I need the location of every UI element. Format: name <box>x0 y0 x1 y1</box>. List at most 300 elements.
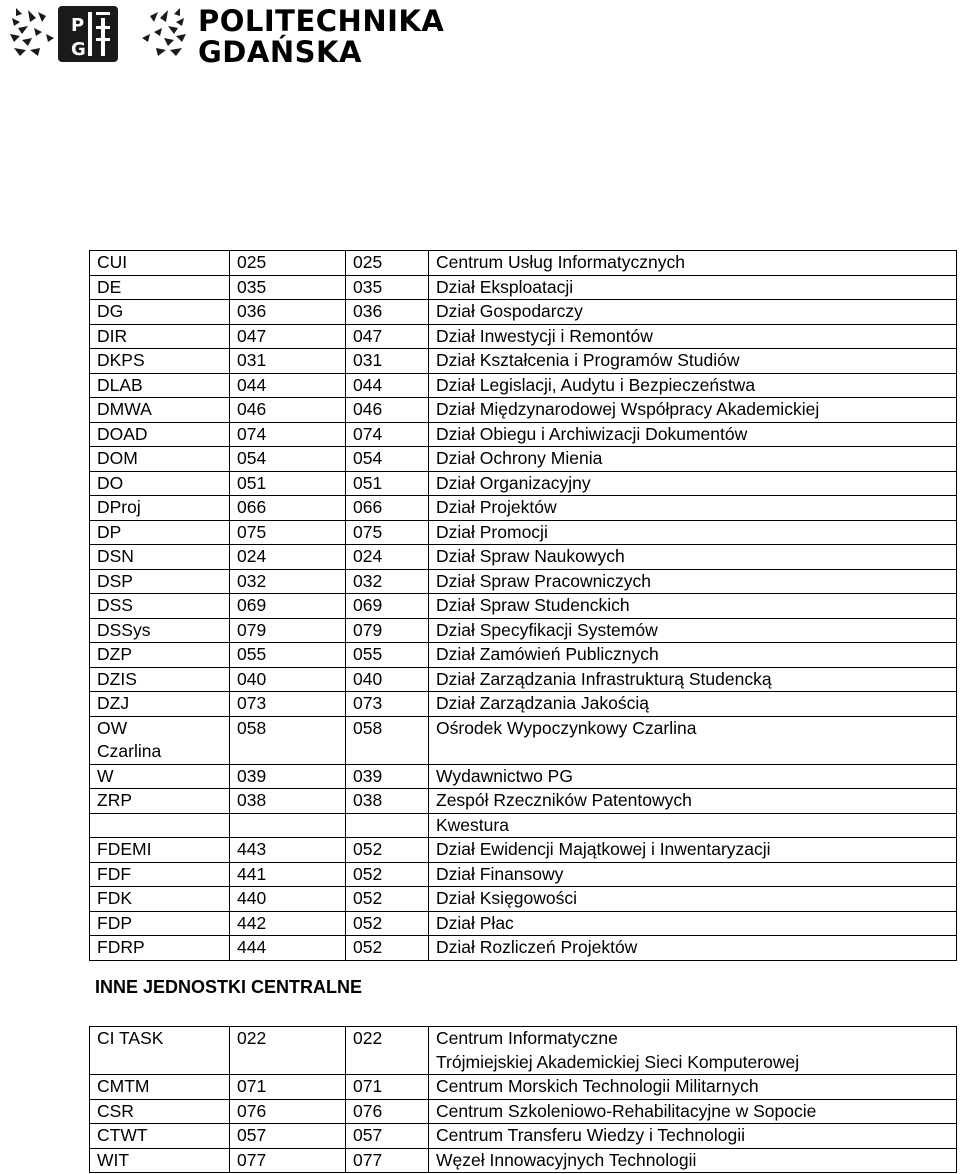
unit-name-cell <box>429 643 957 668</box>
unit-number-cell <box>230 911 346 936</box>
unit-code-cell <box>90 1075 230 1100</box>
unit-name-cell-text-line-2: Trójmiejskiej Akademickiej Sieci Komputerowej <box>436 1051 800 1072</box>
unit-number-2-cell <box>346 422 429 447</box>
unit-number-cell <box>230 447 346 472</box>
unit-number-cell <box>230 1148 346 1173</box>
other-units-table <box>89 1026 957 1173</box>
emblem-letter-p: P <box>71 15 85 36</box>
unit-name-cell-text: Centrum Usług Informatycznych <box>436 252 685 272</box>
unit-name-cell-text: Dział Zamówień Publicznych <box>436 644 659 664</box>
unit-name-cell <box>429 1124 957 1149</box>
emblem-letter-g: G <box>71 39 86 60</box>
empty-cell <box>230 813 346 838</box>
unit-code-cell-text: ZRP <box>97 790 132 810</box>
unit-number-2-cell <box>346 447 429 472</box>
table-row <box>90 471 957 496</box>
unit-number-cell <box>230 764 346 789</box>
unit-number-2-cell-text: 024 <box>353 546 383 566</box>
unit-name-cell-text: Centrum Informatyczne <box>436 1028 618 1048</box>
unit-code-cell-text: FDEMI <box>97 839 152 859</box>
unit-number-cell-text: 039 <box>237 765 267 786</box>
unit-name-cell <box>429 569 957 594</box>
table-row <box>90 447 957 472</box>
unit-number-2-cell <box>346 300 429 325</box>
unit-number-2-cell <box>346 594 429 619</box>
table-row <box>90 838 957 863</box>
unit-number-2-cell-text: 051 <box>353 472 383 493</box>
table-row <box>90 324 957 349</box>
unit-code-cell <box>90 716 230 764</box>
table-row <box>90 422 957 447</box>
unit-code-cell <box>90 275 230 300</box>
unit-number-2-cell <box>346 1148 429 1173</box>
unit-number-cell <box>230 618 346 643</box>
unit-number-cell-text: 075 <box>237 521 267 542</box>
unit-name-cell-text: Ośrodek Wypoczynkowy Czarlina <box>436 717 697 738</box>
unit-code-cell <box>90 373 230 398</box>
unit-number-2-cell-text: 038 <box>353 790 383 810</box>
unit-name-cell <box>429 594 957 619</box>
unit-number-2-cell-text: 055 <box>353 644 383 664</box>
unit-number-cell <box>230 1124 346 1149</box>
unit-name-cell <box>429 471 957 496</box>
unit-code-cell-text: DG <box>97 301 124 321</box>
unit-name-cell <box>429 887 957 912</box>
unit-name-cell-text: Dział Legislacji, Audytu i Bezpieczeństwa <box>436 374 756 395</box>
unit-number-cell-text: 036 <box>237 301 267 321</box>
unit-number-2-cell-text: 039 <box>353 765 383 786</box>
unit-number-2-cell <box>346 324 429 349</box>
unit-name-cell-text: Dział Spraw Pracowniczych <box>436 570 651 591</box>
unit-code-cell-text: DOAD <box>97 423 148 444</box>
unit-code-cell-text: DSS <box>97 595 133 615</box>
unit-number-cell <box>230 471 346 496</box>
unit-number-2-cell <box>346 667 429 692</box>
unit-number-2-cell <box>346 887 429 912</box>
unit-code-cell-text: FDF <box>97 863 132 884</box>
unit-number-cell-text: 066 <box>237 497 267 517</box>
unit-number-cell-text: 022 <box>237 1028 267 1048</box>
unit-number-cell-text: 076 <box>237 1100 267 1121</box>
unit-code-cell-text: DProj <box>97 497 141 517</box>
unit-number-2-cell <box>346 373 429 398</box>
unit-code-cell <box>90 618 230 643</box>
unit-number-cell-text: 442 <box>237 912 267 933</box>
unit-code-cell-text: WIT <box>97 1149 130 1170</box>
unit-name-cell <box>429 692 957 717</box>
unit-name-cell <box>429 324 957 349</box>
table-row <box>90 862 957 887</box>
unit-number-cell-text: 024 <box>237 546 267 566</box>
unit-code-cell <box>90 300 230 325</box>
unit-number-cell <box>230 692 346 717</box>
unit-code-cell <box>90 936 230 961</box>
unit-code-cell <box>90 764 230 789</box>
unit-number-2-cell-text: 025 <box>353 252 383 272</box>
unit-code-cell <box>90 594 230 619</box>
unit-number-cell <box>230 1075 346 1100</box>
unit-number-2-cell-text: 044 <box>353 374 383 395</box>
table-row <box>90 936 957 961</box>
unit-number-cell <box>230 520 346 545</box>
table-row <box>90 911 957 936</box>
unit-code-cell-text: W <box>97 765 114 786</box>
table-row <box>90 349 957 374</box>
unit-number-cell-text: 074 <box>237 423 267 444</box>
unit-code-cell <box>90 398 230 423</box>
unit-number-cell-text: 038 <box>237 790 267 810</box>
table-row <box>90 716 957 764</box>
unit-number-cell <box>230 838 346 863</box>
table-row <box>90 496 957 521</box>
unit-name-cell-text: Dział Gospodarczy <box>436 301 583 321</box>
unit-code-cell-text: DO <box>97 472 124 493</box>
unit-code-cell-text: DIR <box>97 325 128 346</box>
unit-name-cell-text: Dział Zarządzania Jakością <box>436 693 650 713</box>
unit-name-cell-text: Dział Inwestycji i Remontów <box>436 325 653 346</box>
unit-code-cell-text: FDP <box>97 912 132 933</box>
unit-number-2-cell <box>346 349 429 374</box>
table-row <box>90 1099 957 1124</box>
unit-code-cell <box>90 349 230 374</box>
unit-name-cell-text: Wydawnictwo PG <box>436 765 573 786</box>
unit-name-cell-text: Dział Księgowości <box>436 888 578 908</box>
kwestura-label: Kwestura <box>429 813 957 838</box>
unit-name-cell <box>429 1099 957 1124</box>
unit-number-cell-text: 046 <box>237 399 267 419</box>
unit-name-cell-text: Dział Zarządzania Infrastrukturą Studencką <box>436 668 772 689</box>
unit-number-2-cell-text: 031 <box>353 350 383 370</box>
unit-name-cell <box>429 545 957 570</box>
unit-number-2-cell-text: 052 <box>353 888 383 908</box>
table-row <box>90 545 957 570</box>
unit-number-cell <box>230 667 346 692</box>
unit-name-cell <box>429 862 957 887</box>
unit-number-cell-text: 040 <box>237 668 267 689</box>
unit-number-2-cell-text: 076 <box>353 1100 383 1121</box>
unit-code-cell-text: DP <box>97 521 122 542</box>
unit-code-cell-text: FDRP <box>97 937 145 957</box>
unit-code-cell <box>90 324 230 349</box>
unit-code-cell-text: DZIS <box>97 668 137 689</box>
unit-number-2-cell <box>346 643 429 668</box>
unit-number-cell-text: 441 <box>237 863 267 884</box>
unit-code-cell-text: DOM <box>97 448 138 468</box>
unit-number-2-cell-text: 054 <box>353 448 383 468</box>
unit-name-cell <box>429 251 957 276</box>
unit-name-cell <box>429 764 957 789</box>
table-row <box>90 1075 957 1100</box>
unit-number-cell <box>230 422 346 447</box>
unit-number-2-cell <box>346 618 429 643</box>
table-row <box>90 1124 957 1149</box>
unit-name-cell-text: Dział Spraw Studenckich <box>436 595 630 615</box>
unit-number-cell-text: 054 <box>237 448 267 468</box>
unit-name-cell <box>429 398 957 423</box>
unit-number-cell <box>230 398 346 423</box>
unit-number-2-cell-text: 079 <box>353 619 383 640</box>
table-row <box>90 1027 957 1075</box>
unit-number-cell-text: 031 <box>237 350 267 370</box>
unit-number-2-cell <box>346 911 429 936</box>
table-row <box>90 887 957 912</box>
section-heading: INNE JEDNOSTKI CENTRALNE <box>95 977 363 997</box>
unit-name-cell <box>429 838 957 863</box>
unit-number-2-cell <box>346 716 429 764</box>
unit-number-cell-text: 440 <box>237 888 267 908</box>
unit-number-cell <box>230 569 346 594</box>
unit-number-cell-text: 443 <box>237 839 267 859</box>
table-row <box>90 1148 957 1173</box>
unit-code-cell <box>90 643 230 668</box>
unit-code-cell <box>90 545 230 570</box>
table-row <box>90 667 957 692</box>
unit-number-cell <box>230 643 346 668</box>
unit-name-cell-text: Centrum Morskich Technologii Militarnych <box>436 1076 759 1096</box>
unit-name-cell-text: Dział Międzynarodowej Współpracy Akademickiej <box>436 399 820 419</box>
unit-name-cell <box>429 1075 957 1100</box>
unit-number-2-cell-text: 052 <box>353 839 383 859</box>
unit-code-cell-text: DMWA <box>97 399 152 419</box>
unit-name-cell <box>429 936 957 961</box>
unit-number-2-cell-text: 047 <box>353 325 383 346</box>
unit-number-cell-text: 079 <box>237 619 267 640</box>
unit-number-2-cell-text: 069 <box>353 595 383 615</box>
unit-name-cell-text: Dział Ewidencji Majątkowej i Inwentaryzacji <box>436 839 771 859</box>
unit-name-cell <box>429 447 957 472</box>
unit-number-2-cell-text: 052 <box>353 912 383 933</box>
unit-code-cell-text: DSSys <box>97 619 151 640</box>
unit-number-2-cell-text: 036 <box>353 301 383 321</box>
logo-line-2: GDAŃSKA <box>198 35 362 69</box>
unit-number-cell <box>230 716 346 764</box>
unit-number-cell <box>230 1099 346 1124</box>
unit-number-cell <box>230 1027 346 1075</box>
unit-number-cell <box>230 496 346 521</box>
unit-name-cell-text: Dział Organizacyjny <box>436 472 591 493</box>
unit-number-cell-text: 055 <box>237 644 267 664</box>
unit-number-2-cell <box>346 838 429 863</box>
unit-number-2-cell <box>346 789 429 814</box>
unit-name-cell-text: Dział Obiegu i Archiwizacji Dokumentów <box>436 423 748 444</box>
unit-code-cell-text: DZP <box>97 644 132 664</box>
unit-code-cell-text: CTWT <box>97 1125 148 1145</box>
unit-name-cell <box>429 716 957 764</box>
unit-name-cell <box>429 275 957 300</box>
unit-code-cell <box>90 496 230 521</box>
unit-code-cell <box>90 862 230 887</box>
unit-code-cell <box>90 1124 230 1149</box>
unit-name-cell-text: Węzeł Innowacyjnych Technologii <box>436 1149 697 1170</box>
other-units-table-body <box>90 1027 957 1173</box>
unit-code-cell <box>90 692 230 717</box>
unit-code-cell-text: DSP <box>97 570 133 591</box>
unit-code-cell <box>90 471 230 496</box>
unit-number-cell-text: 044 <box>237 374 267 395</box>
unit-number-2-cell-text: 057 <box>353 1125 383 1145</box>
unit-number-2-cell-text: 022 <box>353 1028 383 1048</box>
unit-number-cell-text: 058 <box>237 717 267 738</box>
unit-number-2-cell <box>346 251 429 276</box>
unit-name-cell-text: Dział Spraw Naukowych <box>436 546 625 566</box>
unit-code-cell <box>90 422 230 447</box>
table-row <box>90 692 957 717</box>
unit-name-cell-text: Dział Promocji <box>436 521 548 542</box>
unit-name-cell-text: Dział Finansowy <box>436 863 564 884</box>
unit-number-2-cell-text: 071 <box>353 1076 383 1096</box>
unit-number-2-cell-text: 052 <box>353 937 383 957</box>
unit-number-2-cell <box>346 569 429 594</box>
unit-number-cell <box>230 349 346 374</box>
unit-name-cell <box>429 1027 957 1075</box>
unit-number-cell-text: 057 <box>237 1125 267 1145</box>
unit-code-cell <box>90 789 230 814</box>
unit-number-2-cell <box>346 936 429 961</box>
unit-number-cell-text: 047 <box>237 325 267 346</box>
unit-code-cell-text: FDK <box>97 888 132 908</box>
unit-number-2-cell-text: 035 <box>353 276 383 297</box>
unit-number-2-cell <box>346 520 429 545</box>
unit-code-cell <box>90 1027 230 1075</box>
unit-number-2-cell <box>346 692 429 717</box>
main-units-table-body <box>90 251 957 961</box>
unit-name-cell <box>429 496 957 521</box>
unit-number-cell <box>230 545 346 570</box>
unit-number-2-cell-text: 046 <box>353 399 383 419</box>
unit-code-cell <box>90 569 230 594</box>
unit-code-cell <box>90 1099 230 1124</box>
unit-number-cell <box>230 324 346 349</box>
unit-number-2-cell <box>346 275 429 300</box>
university-emblem-icon <box>8 4 188 64</box>
unit-code-cell <box>90 838 230 863</box>
unit-name-cell <box>429 1148 957 1173</box>
unit-number-2-cell-text: 032 <box>353 570 383 591</box>
unit-number-2-cell <box>346 1099 429 1124</box>
unit-name-cell-text: Zespół Rzeczników Patentowych <box>436 790 692 810</box>
unit-name-cell-text: Dział Specyfikacji Systemów <box>436 619 658 640</box>
unit-number-2-cell <box>346 764 429 789</box>
unit-name-cell <box>429 373 957 398</box>
table-row <box>90 618 957 643</box>
unit-number-2-cell-text: 066 <box>353 497 383 517</box>
unit-number-2-cell-text: 058 <box>353 717 383 738</box>
unit-code-cell <box>90 251 230 276</box>
empty-cell <box>346 813 429 838</box>
unit-number-cell-text: 035 <box>237 276 267 297</box>
unit-code-cell-text: CSR <box>97 1100 134 1121</box>
unit-number-cell-text: 073 <box>237 693 267 713</box>
unit-name-cell <box>429 667 957 692</box>
unit-name-cell <box>429 911 957 936</box>
unit-code-cell-text: DKPS <box>97 350 145 370</box>
unit-number-cell-text: 025 <box>237 252 267 272</box>
table-row <box>90 275 957 300</box>
unit-number-2-cell-text: 052 <box>353 863 383 884</box>
unit-name-cell-text: Dział Kształcenia i Programów Studiów <box>436 350 740 370</box>
unit-number-cell-text: 051 <box>237 472 267 493</box>
unit-number-2-cell-text: 040 <box>353 668 383 689</box>
unit-name-cell-text: Dział Eksploatacji <box>436 276 574 297</box>
unit-number-2-cell <box>346 1124 429 1149</box>
unit-number-2-cell <box>346 1027 429 1075</box>
unit-code-cell-text-line-2: Czarlina <box>97 741 162 761</box>
table-row <box>90 373 957 398</box>
unit-number-cell <box>230 862 346 887</box>
unit-name-cell <box>429 422 957 447</box>
unit-number-cell <box>230 789 346 814</box>
unit-number-cell-text: 069 <box>237 595 267 615</box>
unit-number-cell-text: 032 <box>237 570 267 591</box>
table-row <box>90 594 957 619</box>
unit-code-cell-text: DE <box>97 276 122 297</box>
unit-number-cell <box>230 251 346 276</box>
unit-number-2-cell-text: 075 <box>353 521 383 542</box>
unit-number-2-cell-text: 077 <box>353 1149 383 1170</box>
kwestura-group-row <box>90 813 957 838</box>
unit-number-2-cell <box>346 545 429 570</box>
unit-code-cell-text: CUI <box>97 252 128 272</box>
unit-name-cell-text: Dział Projektów <box>436 497 557 517</box>
unit-name-cell <box>429 300 957 325</box>
unit-name-cell-text: Centrum Szkoleniowo-Rehabilitacyjne w Sopocie <box>436 1100 817 1121</box>
unit-code-cell <box>90 667 230 692</box>
unit-code-cell-text: DSN <box>97 546 134 566</box>
unit-number-2-cell <box>346 1075 429 1100</box>
unit-number-cell <box>230 887 346 912</box>
unit-number-2-cell <box>346 496 429 521</box>
unit-code-cell <box>90 911 230 936</box>
table-row <box>90 569 957 594</box>
unit-number-2-cell-text: 074 <box>353 423 383 444</box>
unit-number-2-cell-text: 073 <box>353 693 383 713</box>
unit-name-cell <box>429 789 957 814</box>
unit-number-cell-text: 444 <box>237 937 267 957</box>
table-row <box>90 520 957 545</box>
unit-name-cell-text: Dział Rozliczeń Projektów <box>436 937 638 957</box>
unit-number-cell-text: 071 <box>237 1076 267 1096</box>
unit-name-cell-text: Dział Płac <box>436 912 514 933</box>
unit-code-cell-text: OW <box>97 717 128 738</box>
main-units-table <box>89 250 957 961</box>
table-row <box>90 764 957 789</box>
unit-code-cell-text: DZJ <box>97 693 130 713</box>
unit-name-cell-text: Centrum Transferu Wiedzy i Technologii <box>436 1125 745 1145</box>
unit-number-cell <box>230 373 346 398</box>
empty-cell <box>90 813 230 838</box>
unit-code-cell <box>90 520 230 545</box>
logo-wordmark <box>198 6 444 68</box>
unit-number-cell <box>230 275 346 300</box>
unit-name-cell-text: Dział Ochrony Mienia <box>436 448 603 468</box>
unit-code-cell-text: DLAB <box>97 374 143 395</box>
unit-number-cell <box>230 936 346 961</box>
unit-number-cell-text: 077 <box>237 1149 267 1170</box>
unit-number-2-cell <box>346 398 429 423</box>
unit-number-cell <box>230 300 346 325</box>
table-row <box>90 643 957 668</box>
unit-code-cell <box>90 1148 230 1173</box>
logo-line-1: POLITECHNIKA <box>198 4 445 38</box>
unit-code-cell-text: CI TASK <box>97 1028 164 1048</box>
unit-name-cell <box>429 618 957 643</box>
unit-code-cell-text: CMTM <box>97 1076 150 1096</box>
table-row <box>90 300 957 325</box>
unit-code-cell <box>90 887 230 912</box>
unit-number-cell <box>230 594 346 619</box>
unit-number-2-cell <box>346 862 429 887</box>
unit-name-cell <box>429 520 957 545</box>
